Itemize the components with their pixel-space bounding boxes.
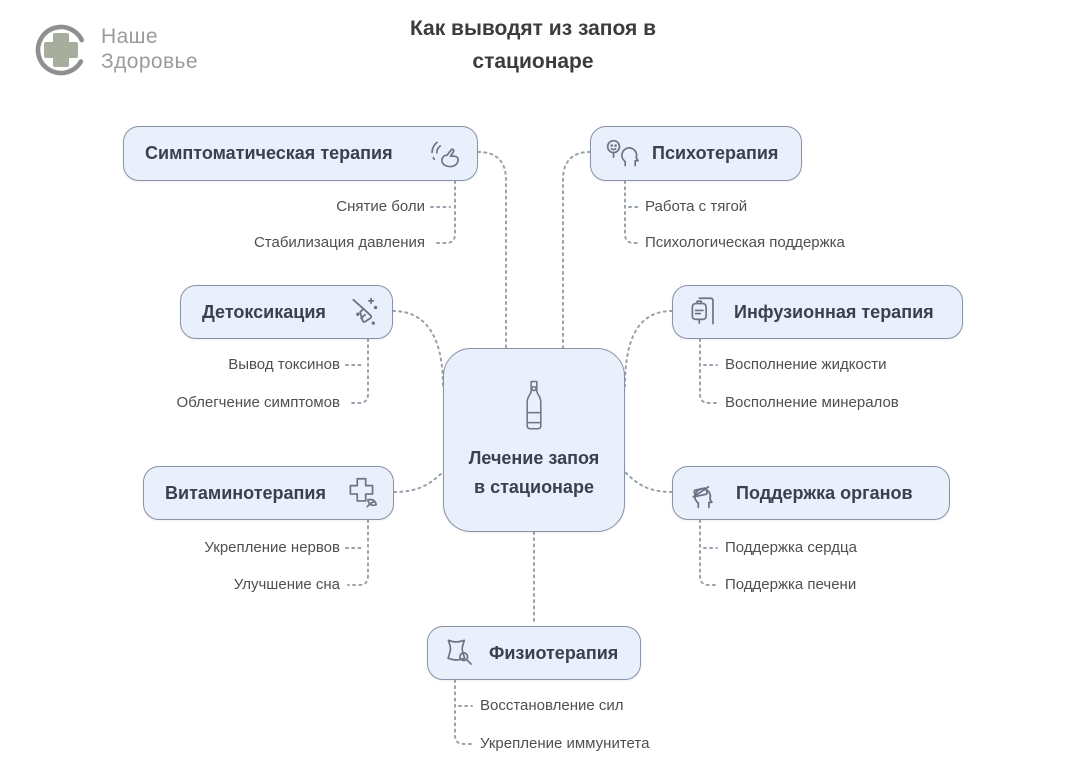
sub-item-label: Восстановление сил xyxy=(480,697,624,714)
connector xyxy=(625,311,672,386)
sub-item-label: Поддержка печени xyxy=(725,576,857,593)
node-label: Физиотерапия xyxy=(489,642,619,663)
sub-item-label: Вывод токсинов xyxy=(228,356,340,373)
node-label: Инфузионная терапия xyxy=(734,301,934,322)
connector xyxy=(700,520,717,585)
node-psychotherapy xyxy=(590,126,802,181)
head-battery-icon xyxy=(685,473,725,513)
connector xyxy=(625,472,672,492)
central-topic-label: Лечение запоя в стационаре xyxy=(468,448,600,497)
cross-leaf-icon xyxy=(343,474,381,512)
sub-item-label: Восполнение жидкости xyxy=(725,356,887,373)
sub-item-label: Укрепление нервов xyxy=(204,539,340,556)
node-symptomatic-therapy xyxy=(123,126,478,181)
connector xyxy=(478,152,506,348)
node-label: Детоксикация xyxy=(202,301,326,322)
bottle-icon xyxy=(517,378,551,436)
sub-item-label: Психологическая поддержка xyxy=(645,234,845,251)
sub-item-label: Облегчение симптомов xyxy=(176,394,340,411)
node-organ-support xyxy=(672,466,950,520)
tremor-hand-icon xyxy=(427,135,465,173)
sub-item-label: Укрепление иммунитета xyxy=(480,735,650,752)
head-smiley-icon xyxy=(603,135,641,173)
connector xyxy=(625,181,640,243)
connector xyxy=(563,152,590,348)
sub-item-label: Восполнение минералов xyxy=(725,394,899,411)
connector xyxy=(433,181,455,243)
node-physiotherapy xyxy=(427,626,641,680)
brand-logo xyxy=(33,22,198,78)
iv-drip-icon xyxy=(685,293,723,331)
sub-item-label: Поддержка сердца xyxy=(725,539,857,556)
connector xyxy=(348,339,368,403)
connector xyxy=(700,339,717,403)
node-infusion-therapy xyxy=(672,285,963,339)
node-vitamin-therapy xyxy=(143,466,394,520)
broom-sparkles-icon xyxy=(340,292,380,332)
node-label: Витаминотерапия xyxy=(165,482,326,503)
sub-item-label: Стабилизация давления xyxy=(253,234,425,251)
node-label: Поддержка органов xyxy=(736,482,913,503)
torso-massage-icon xyxy=(440,634,478,672)
connector xyxy=(393,311,443,386)
sub-item-label: Снятие боли xyxy=(336,198,425,215)
brand-name-line1: Наше xyxy=(101,25,158,49)
connector xyxy=(394,472,443,492)
node-label: Симптоматическая терапия xyxy=(145,143,393,163)
connector xyxy=(348,520,368,585)
node-central-topic xyxy=(443,348,625,532)
node-detox xyxy=(180,285,393,339)
sub-item-label: Работа с тягой xyxy=(645,198,748,215)
connector xyxy=(455,680,472,744)
node-label: Психотерапия xyxy=(652,143,779,163)
medical-cross-logo-icon xyxy=(33,22,89,78)
brand-name xyxy=(101,25,198,75)
sub-item-label: Улучшение сна xyxy=(233,576,340,593)
page-title: Как выводят из запоя в стационаре xyxy=(409,17,657,73)
brand-name-line2: Здоровье xyxy=(101,50,198,73)
